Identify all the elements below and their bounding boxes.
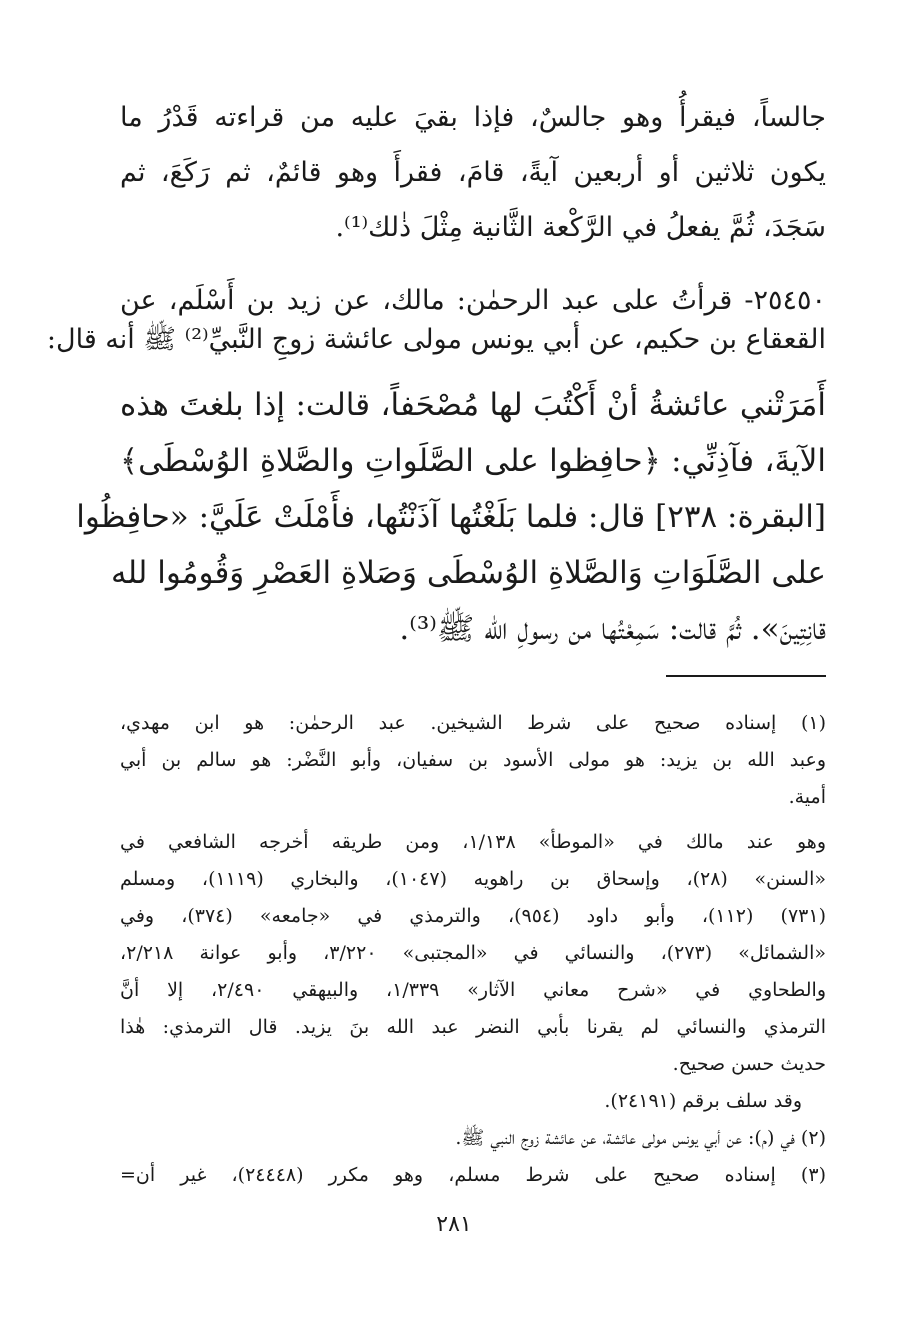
footnote-2: (٢) في (م): عن أبي يونس مولى عائشة، عن عائشة زوج النبي ﷺ.: [455, 1127, 826, 1149]
footnote-line: والطحاوي في «شرح معاني الآثار» ١/٣٣٩، والبيهقي ٢/٤٩٠، إلا أنَّ: [120, 979, 826, 1001]
footnote-line: (٧٣١) (١١٢)، وأبو داود (٩٥٤)، والترمذي في «جامعه» (٣٧٤)، وفي: [120, 905, 826, 927]
footnote-line: وهو عند مالك في «الموطأ» ١/١٣٨، ومن طريقه أخرجه الشافعي في: [120, 831, 827, 853]
footnote-line: (١) إسناده صحيح على شرط الشيخين. عبد الرحمٰن: هو ابن مهدي،: [120, 712, 826, 734]
text-line: أَمَرَتْني عائشةُ أنْ أَكْتُبَ لها مُصْحَفاً، قالت: إذا بلغتَ هذه: [120, 387, 826, 423]
footnote-line: وقد سلف برقم (٢٤١٩١).: [604, 1090, 802, 1112]
text-line: القعقاع بن حكيم، عن أبي يونس مولى عائشة زوجِ النَّبيِّ⁽²⁾ ﷺ أنه قال:: [46, 324, 826, 355]
text-line: جالساً، فيقرأُ وهو جالسٌ، فإذا بقيَ عليه من قراءته قَدْرُ ما: [120, 102, 826, 133]
hadith-text: [76, 377, 826, 657]
hadith-chain: [46, 281, 826, 359]
footnote-line: حديث حسن صحيح.: [672, 1053, 826, 1075]
page-number: ٢٨١: [436, 1212, 472, 1237]
footnote-line: «الشمائل» (٢٧٣)، والنسائي في «المجتبى» ٣/٢٢٠، وأبو عوانة ٢/٢١٨،: [120, 942, 827, 964]
main-paragraph: [120, 90, 826, 255]
footnote-line: وعبد الله بن يزيد: هو مولى الأسود بن سفيان، وأبو النَّضْر: هو سالم بن أبي: [120, 749, 826, 771]
text-line: قانِتِينَ». ثُمَّ قالت: سَمِعْتُها من رسولِ الله ﷺ⁽³⁾.: [399, 611, 826, 647]
text-line: يكون ثلاثين أو أربعين آيةً، قامَ، فقرأَ وهو قائمٌ، ثم رَكَعَ، ثم: [120, 157, 826, 188]
footnote-line: «السنن» (٢٨)، وإسحاق بن راهويه (١٠٤٧)، والبخاري (١١١٩)، ومسلم: [120, 868, 826, 890]
footnotes: [120, 705, 826, 1194]
text-line: على الصَّلَوَاتِ وَالصَّلاةِ الوُسْطَى وَصَلاةِ العَصْرِ وَقُومُوا لله: [111, 555, 826, 591]
footnote-3: (٣) إسناده صحيح على شرط مسلم، وهو مكرر (٢٤٤٤٨)، غير أن=: [120, 1164, 826, 1186]
page-body: [46, 90, 827, 1194]
text-line: [البقرة: ٢٣٨] قال: فلما بَلَغْتُها آذَنْتُها، فأَمْلَتْ عَلَيَّ: «حافِظُوا: [76, 499, 826, 535]
text-line: ٢٥٤٥٠- قرأتُ على عبد الرحمٰن: مالك، عن زيد بن أَسْلَم، عن: [120, 285, 826, 316]
text-line: الآيةَ، فآذِنِّي: ﴿حافِظوا على الصَّلَواتِ والصَّلاةِ الوُسْطَى﴾: [120, 443, 826, 479]
footnote-line: الترمذي والنسائي لم يقرنا بأبي النضر عبد الله بنَ يزيد. قال الترمذي: هٰذا: [120, 1016, 826, 1038]
footnote-1: [120, 705, 826, 1120]
footnote-line: أمية.: [788, 786, 826, 808]
text-line: سَجَدَ، ثُمَّ يفعلُ في الرَّكْعة الثَّانية مِثْلَ ذٰلك⁽¹⁾.: [335, 212, 826, 243]
